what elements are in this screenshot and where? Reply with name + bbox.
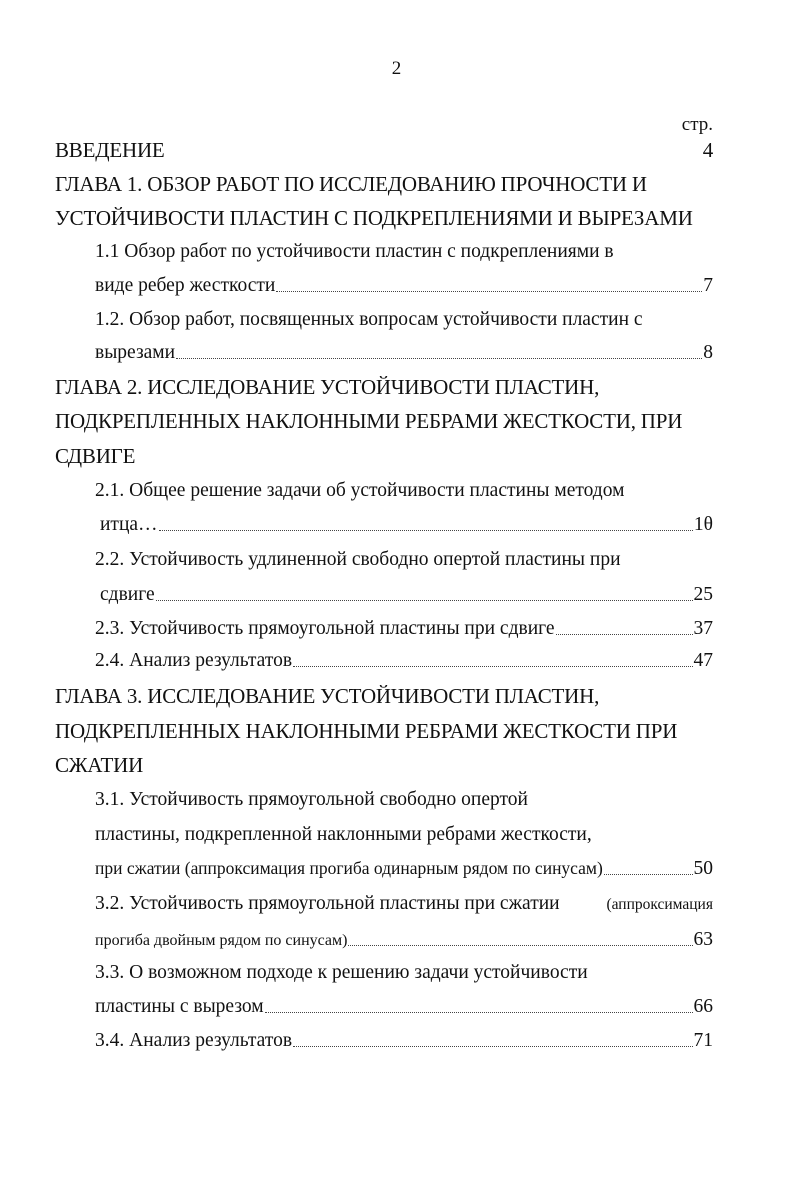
toc-chapter-3-line-1: ГЛАВА 3. ИССЛЕДОВАНИЕ УСТОЙЧИВОСТИ ПЛАСТИН, xyxy=(55,684,600,708)
toc-section-3-1-page: 50 xyxy=(693,858,713,879)
toc-section-3-4-page: 71 xyxy=(693,1030,713,1051)
toc-chapter-2-line-1: ГЛАВА 2. ИССЛЕДОВАНИЕ УСТОЙЧИВОСТИ ПЛАСТИН, xyxy=(55,375,600,399)
dot-leader xyxy=(176,357,702,359)
toc-section-3-1-line-1: 3.1. Устойчивость прямоугольной свободно опертой xyxy=(95,789,528,810)
toc-section-3-1-line-3: при сжатии (аппроксимация прогиба одинарным рядом по синусам) 50 xyxy=(95,858,713,879)
toc-section-2-1-page: 1θ xyxy=(693,514,713,535)
toc-section-3-2-line-1: 3.2. Устойчивость прямоугольной пластины при сжатии (аппроксимация xyxy=(95,893,713,914)
toc-section-1-1-line-2: виде ребер жесткости 7 xyxy=(95,275,713,296)
toc-section-2-4-page: 47 xyxy=(693,650,713,671)
toc-chapter-3-line-3: СЖАТИИ xyxy=(55,753,144,777)
toc-section-1-1-line-1: 1.1 Обзор работ по устойчивости пластин с подкреплениями в xyxy=(95,241,614,262)
toc-section-3-2-line-2: прогиба двойным рядом по синусам) 63 xyxy=(95,929,713,950)
toc-section-3-3-line-1: 3.3. О возможном подходе к решению задачи устойчивости xyxy=(95,962,588,983)
dot-leader xyxy=(293,1045,692,1047)
toc-intro-title: ВВЕДЕНИЕ xyxy=(55,138,165,162)
dot-leader xyxy=(604,873,693,875)
toc-chapter-2-line-2: ПОДКРЕПЛЕННЫХ НАКЛОННЫМИ РЕБРАМИ ЖЕСТКОСТИ, ПРИ xyxy=(55,409,683,433)
toc-section-1-1-page: 7 xyxy=(703,275,713,296)
toc-intro-page: 4 xyxy=(702,138,713,162)
toc-section-3-3-page: 66 xyxy=(693,996,713,1017)
toc-section-3-4: 3.4. Анализ результатов 71 xyxy=(95,1030,713,1051)
toc-section-1-2-page: 8 xyxy=(703,342,713,363)
toc-section-2-2-line-1: 2.2. Устойчивость удлиненной свободно опертой пластины при xyxy=(95,549,621,570)
toc-entry-intro xyxy=(55,140,713,161)
toc-chapter-3-line-2: ПОДКРЕПЛЕННЫХ НАКЛОННЫМИ РЕБРАМИ ЖЕСТКОСТИ ПРИ xyxy=(55,719,678,743)
toc-section-2-2-line-2: сдвиге 25 xyxy=(100,584,713,605)
toc-section-2-3: 2.3. Устойчивость прямоугольной пластины при сдвиге 37 xyxy=(95,618,713,639)
dot-leader xyxy=(265,1011,693,1013)
page-number: 2 xyxy=(391,58,402,79)
dot-leader xyxy=(556,633,693,635)
toc-section-1-2-line-2: вырезами 8 xyxy=(95,342,713,363)
dot-leader xyxy=(293,665,692,667)
dot-leader xyxy=(348,944,692,946)
toc-section-2-4: 2.4. Анализ результатов 47 xyxy=(95,650,713,671)
toc-section-2-1-line-1: 2.1. Общее решение задачи об устойчивости пластины методом xyxy=(95,480,625,501)
toc-section-2-1-line-2: итца… 1θ xyxy=(100,514,713,535)
toc-section-3-2-page: 63 xyxy=(693,929,713,950)
dot-leader xyxy=(276,290,702,292)
pages-column-header: стр. xyxy=(681,114,713,135)
toc-section-1-2-line-1: 1.2. Обзор работ, посвященных вопросам устойчивости пластин с xyxy=(95,309,643,330)
toc-chapter-2-line-3: СДВИГЕ xyxy=(55,444,136,468)
toc-section-2-3-page: 37 xyxy=(693,618,713,639)
dot-leader xyxy=(159,529,693,531)
dot-leader xyxy=(156,599,693,601)
toc-section-2-2-page: 25 xyxy=(693,584,713,605)
toc-chapter-1-line-1: ГЛАВА 1. ОБЗОР РАБОТ ПО ИССЛЕДОВАНИЮ ПРОЧНОСТИ И xyxy=(55,172,647,196)
toc-chapter-1-line-2: УСТОЙЧИВОСТИ ПЛАСТИН С ПОДКРЕПЛЕНИЯМИ И ВЫРЕЗАМИ xyxy=(55,206,693,230)
toc-section-3-1-line-2: пластины, подкрепленной наклонными ребрами жесткости, xyxy=(95,824,592,845)
toc-section-3-3-line-2: пластины с вырезом 66 xyxy=(95,996,713,1017)
